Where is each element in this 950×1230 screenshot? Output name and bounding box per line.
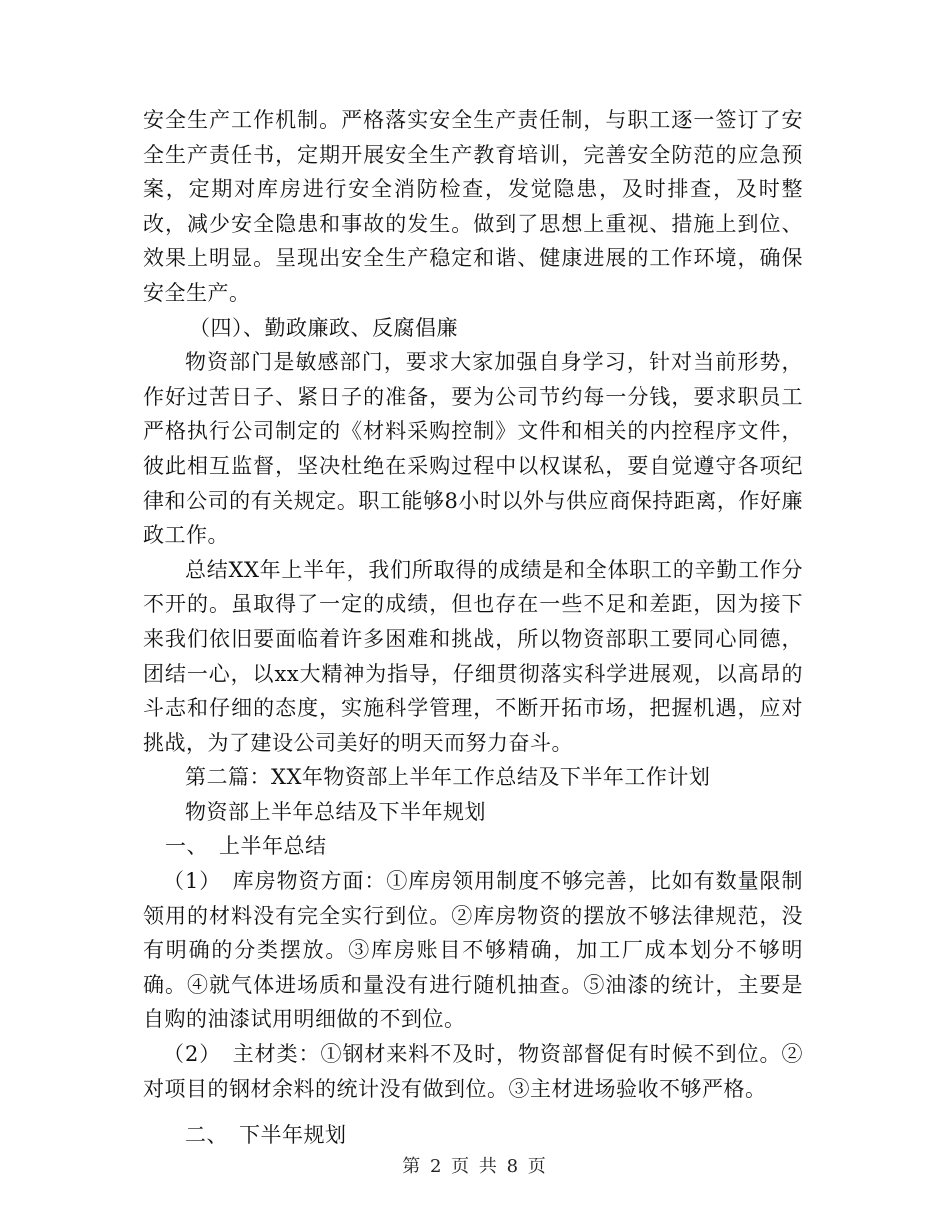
- paragraph-warehouse-materials: （1） 库房物资方面：①库房领用制度不够完善，比如有数量限制领用的材料没有完全实行到位。②库房物资的摆放不够法律规范，没有明确的分类摆放。③库房账目不够精确，加工厂成本划分不够明确。④就气体进场质和量没有进行随机抽查。⑤油漆的统计，主要是自购的油漆试用明细做的不到位。: [143, 869, 803, 1032]
- heading-first-half-summary: 一、 上半年总结: [165, 834, 327, 859]
- page-number-footer: 第 2 页 共 8 页: [402, 1156, 548, 1177]
- paragraph-materials-department: 物资部门是敏感部门，要求大家加强自身学习，针对当前形势，作好过苦日子、紧日子的准备，要为公司节约每一分钱，要求职员工严格执行公司制定的《材料采购控制》文件和相关的内控程序文件，彼此相互监督，坚决杜绝在采购过程中以权谋私，要自觉遵守各项纪律和公司的有关规定。职工能够8小时以外与供应商保持距离，作好廉政工作。: [143, 350, 803, 548]
- heading-second-article: 第二篇：XX年物资部上半年工作总结及下半年工作计划: [185, 765, 711, 790]
- heading-plan-title: 物资部上半年总结及下半年规划: [185, 799, 486, 824]
- heading-integrity-section: （四）、勤政廉政、反腐倡廉: [189, 315, 458, 340]
- paragraph-main-materials: （2） 主材类：①钢材来料不及时，物资部督促有时候不到位。②对项目的钢材余料的统计没有做到位。③主材进场验收不够严格。: [143, 1042, 803, 1101]
- document-body: [143, 103, 803, 1153]
- paragraph-safety-mechanism: 安全生产工作机制。严格落实安全生产责任制，与职工逐一签订了安全生产责任书，定期开展安全生产教育培训，完善安全防范的应急预案，定期对库房进行安全消防检查，发觉隐患，及时排查，及时整改，减少安全隐患和事故的发生。做到了思想上重视、措施上到位、效果上明显。呈现出安全生产稳定和谐、健康进展的工作环境，确保安全生产。: [143, 108, 803, 305]
- paragraph-half-year-summary: 总结XX年上半年，我们所取得的成绩是和全体职工的辛勤工作分不开的。虽取得了一定的成绩，但也存在一些不足和差距，因为接下来我们依旧要面临着许多困难和挑战，所以物资部职工要同心同德，团结一心，以xx大精神为指导，仔细贯彻落实科学进展观，以高昂的斗志和仔细的态度，实施科学管理，不断开拓市场，把握机遇，应对挑战，为了建设公司美好的明天而努力奋斗。: [143, 557, 803, 755]
- heading-second-half-plan: 二、 下半年规划: [185, 1123, 347, 1148]
